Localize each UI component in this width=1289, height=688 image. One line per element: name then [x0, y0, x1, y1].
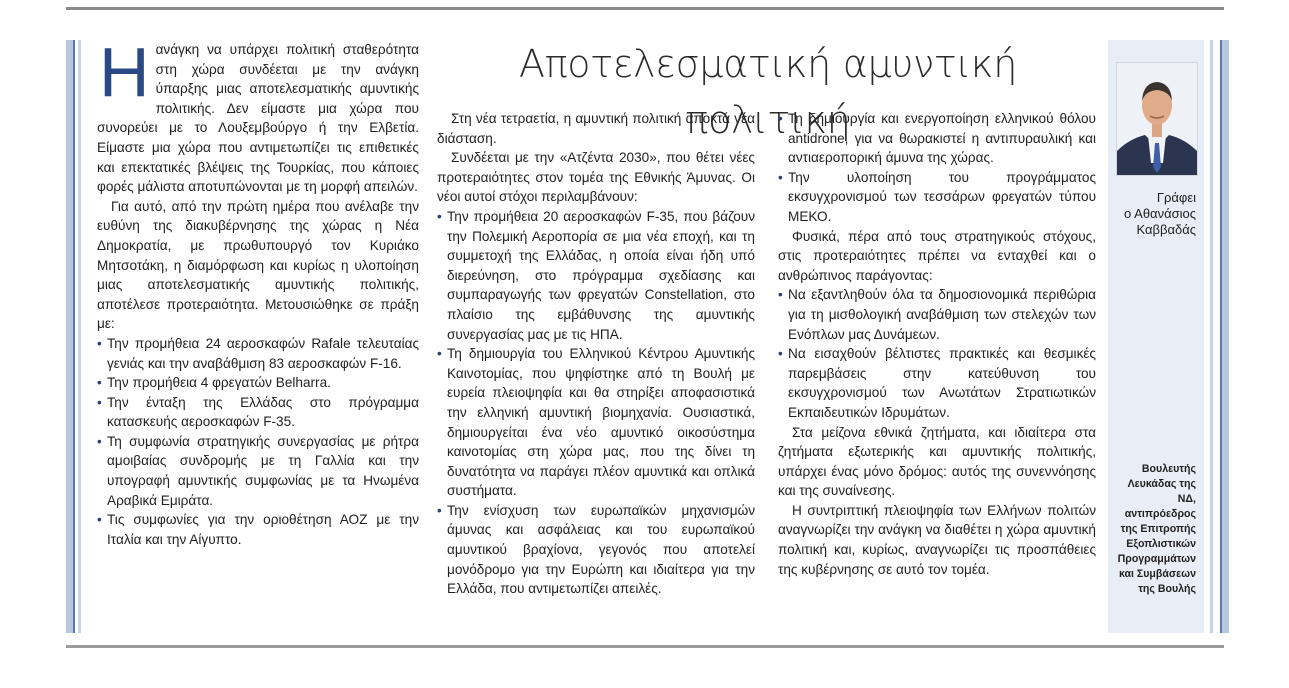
drop-cap: Η: [99, 33, 150, 111]
author-byline: [1110, 190, 1196, 238]
bio-line: της Επιτροπής: [1120, 523, 1196, 535]
bio-line: αντιπρόεδρος: [1124, 508, 1196, 520]
bio-line: Βουλευτής: [1141, 463, 1196, 475]
bullet-list-human-factor: [778, 285, 1096, 422]
right-frame-bar-inner: [1210, 40, 1213, 633]
bio-line: και Συμβάσεων: [1118, 568, 1196, 580]
author-photo: [1116, 62, 1198, 176]
byline-line: Καββαδάς: [1136, 222, 1196, 237]
article-column-2: [437, 109, 755, 599]
paragraph-intro: [97, 33, 419, 197]
paragraph: Στα μείζονα εθνικά ζητήματα, και ιδιαίτερα στα ζητήματα εξωτερικής και αμυντικής πολιτικής, υπάρχει ένας μόνο δρόμος: αυτός της συνεννόησης και της συναίνεσης.: [778, 424, 1096, 499]
article-headline: Αποτελεσματική αμυντική πολιτική: [519, 42, 1017, 142]
paragraph: Συνδέεται με την «Ατζέντα 2030», που θέτει νέες προτεραιότητες στον τομέα της Εθνικής Άμυνας. Οι νέοι αυτοί στόχοι περιλαμβάνουν:: [437, 150, 755, 205]
list-item: • Να εξαντληθούν όλα τα δημοσιονομικά περιθώρια για τη μισθολογική αναβάθμιση των στελεχών των Ενόπλων μας Δυνάμεων.: [778, 285, 1096, 344]
list-item: • Την προμήθεια 20 αεροσκαφών F-35, που βάζουν την Πολεμική Αεροπορία σε μια νέα εποχή, και τη συμμετοχή της Ελλάδας, η οποία είναι ήδη υπό διερεύνηση, στο πρόγραμμα σχεδίασης και συμπαραγωγής των φρεγατών Constellation, στο πλαίσιο της εμβάθυνσης της αμυντικής συνεργασίας μας με τις ΗΠΑ.: [437, 207, 755, 344]
left-frame-bar: [66, 40, 75, 633]
bottom-rule: [66, 645, 1224, 648]
list-item: • Να εισαχθούν βέλτιστες πρακτικές και θεσμικές παρεμβάσεις στην κατεύθυνση του εκσυγχρονισμού των Ανωτάτων Στρατιωτικών Εκπαιδευτικών Ιδρυμάτων.: [778, 344, 1096, 422]
paragraph-2: Για αυτό, από την πρώτη ημέρα που ανέλαβε την ευθύνη της διακυβέρνησης της χώρας η Νέα Δημοκρατία, με πρωθυπουργό τον Κυριάκο Μητσοτάκη, η διαμόρφωση και κυρίως η υλοποίηση μιας αποτελεσματικής αμυντικής πολιτικής, αποτέλεσε προτεραιότητα. Μετουσιώθηκε σε πράξη με:: [97, 198, 419, 332]
bio-line: της Βουλής: [1138, 583, 1196, 595]
bio-line: Προγραμμάτων: [1117, 553, 1196, 565]
article-column-3: [778, 109, 1096, 579]
list-item: • Τη δημιουργία του Ελληνικού Κέντρου Αμυντικής Καινοτομίας, που ψηφίστηκε από τη Βουλή με ευρεία πλειοψηφία και θα στηρίξει αποφασιστικά την ελληνική αμυντική βιομηχανία. Ουσιαστικά, δημιουργείται ένα νέο αμυντικό οικοσύστημα καινοτομίας στη χώρα μας, που της δίνει τη δυνατότητα να παράγει πλέον αμυντικά και οπλικά συστήματα.: [437, 344, 755, 501]
bullet-list-achievements: [97, 334, 419, 550]
bullet-list-goals-continued: [778, 109, 1096, 227]
right-frame-bar: [1220, 40, 1229, 633]
left-frame-bar-inner: [78, 40, 81, 633]
author-bio: [1110, 462, 1196, 597]
author-portrait-icon: [1117, 63, 1197, 175]
bio-line: Λευκάδας της ΝΔ,: [1127, 478, 1196, 505]
list-item: • Την προμήθεια 4 φρεγατών Belharra.: [97, 373, 419, 393]
top-rule: [66, 7, 1224, 10]
paragraph-intro-text: ανάγκη να υπάρχει πολιτική σταθερότητα στη χώρα συνδέεται με την ανάγκη ύπαρξης μιας αποτελεσματικής αμυντικής πολιτικής. Δεν είμαστε μια χώρα που συνορεύει με το Λουξεμβούργο ή την Ελβετία. Είμαστε μια χώρα που αντιμετωπίζει τις επιθετικές και επεκτατικές βλέψεις της Τουρκίας, που κάποιες φορές μάλιστα αποτυπώνονται με τη μορφή απειλών.: [97, 42, 419, 195]
list-item: • Τη δημιουργία και ενεργοποίηση ελληνικού θόλου antidrone, για να θωρακιστεί η αντιπυραυλική και αντιαεροπορική άμυνα της χώρας.: [778, 109, 1096, 168]
list-item: • Την ένταξη της Ελλάδας στο πρόγραμμα κατασκευής αεροσκαφών F-35.: [97, 393, 419, 432]
list-item: • Την προμήθεια 24 αεροσκαφών Rafale τελευταίας γενιάς και την αναβάθμιση 83 αεροσκαφών F-16.: [97, 334, 419, 373]
bullet-list-goals: [437, 207, 755, 599]
byline-line: ο Αθανάσιος: [1124, 206, 1196, 221]
article-column-1: [97, 33, 419, 549]
list-item: • Την ενίσχυση των ευρωπαϊκών μηχανισμών άμυνας και ασφάλειας και του ευρωπαϊκού αμυντικού βραχίονα, γεγονός που αποτελεί μονόδρομο για την Ευρώπη και ιδιαίτερα για την Ελλάδα, που αντιμετωπίζει απειλές.: [437, 501, 755, 599]
list-item: • Την υλοποίηση του προγράμματος εκσυγχρονισμού των τεσσάρων φρεγατών τύπου ΜΕΚΟ.: [778, 168, 1096, 227]
byline-line: Γράφει: [1156, 190, 1196, 205]
paragraph: Φυσικά, πέρα από τους στρατηγικούς στόχους, στις προτεραιότητες πρέπει να ενταχθεί και ο ανθρώπινος παράγοντας:: [778, 228, 1096, 283]
bio-line: Εξοπλιστικών: [1126, 538, 1196, 550]
paragraph: Η συντριπτική πλειοψηφία των Ελλήνων πολιτών αναγνωρίζει την ανάγκη να διαθέτει η χώρα αμυντική πολιτική και, κυρίως, αναγνωρίζει τις προσπάθειες της κυβέρνησης σε αυτό τον τομέα.: [778, 502, 1096, 577]
list-item: • Τη συμφωνία στρατηγικής συνεργασίας με ρήτρα αμοιβαίας συνδρομής με τη Γαλλία και την υπογραφή αμυντικής συμφωνίας με τα Ηνωμένα Αραβικά Εμιράτα.: [97, 432, 419, 510]
paragraph: Στη νέα τετραετία, η αμυντική πολιτική αποκτά νέα διάσταση.: [437, 111, 755, 146]
list-item: • Τις συμφωνίες για την οριοθέτηση ΑΟΖ με την Ιταλία και την Αίγυπτο.: [97, 510, 419, 549]
